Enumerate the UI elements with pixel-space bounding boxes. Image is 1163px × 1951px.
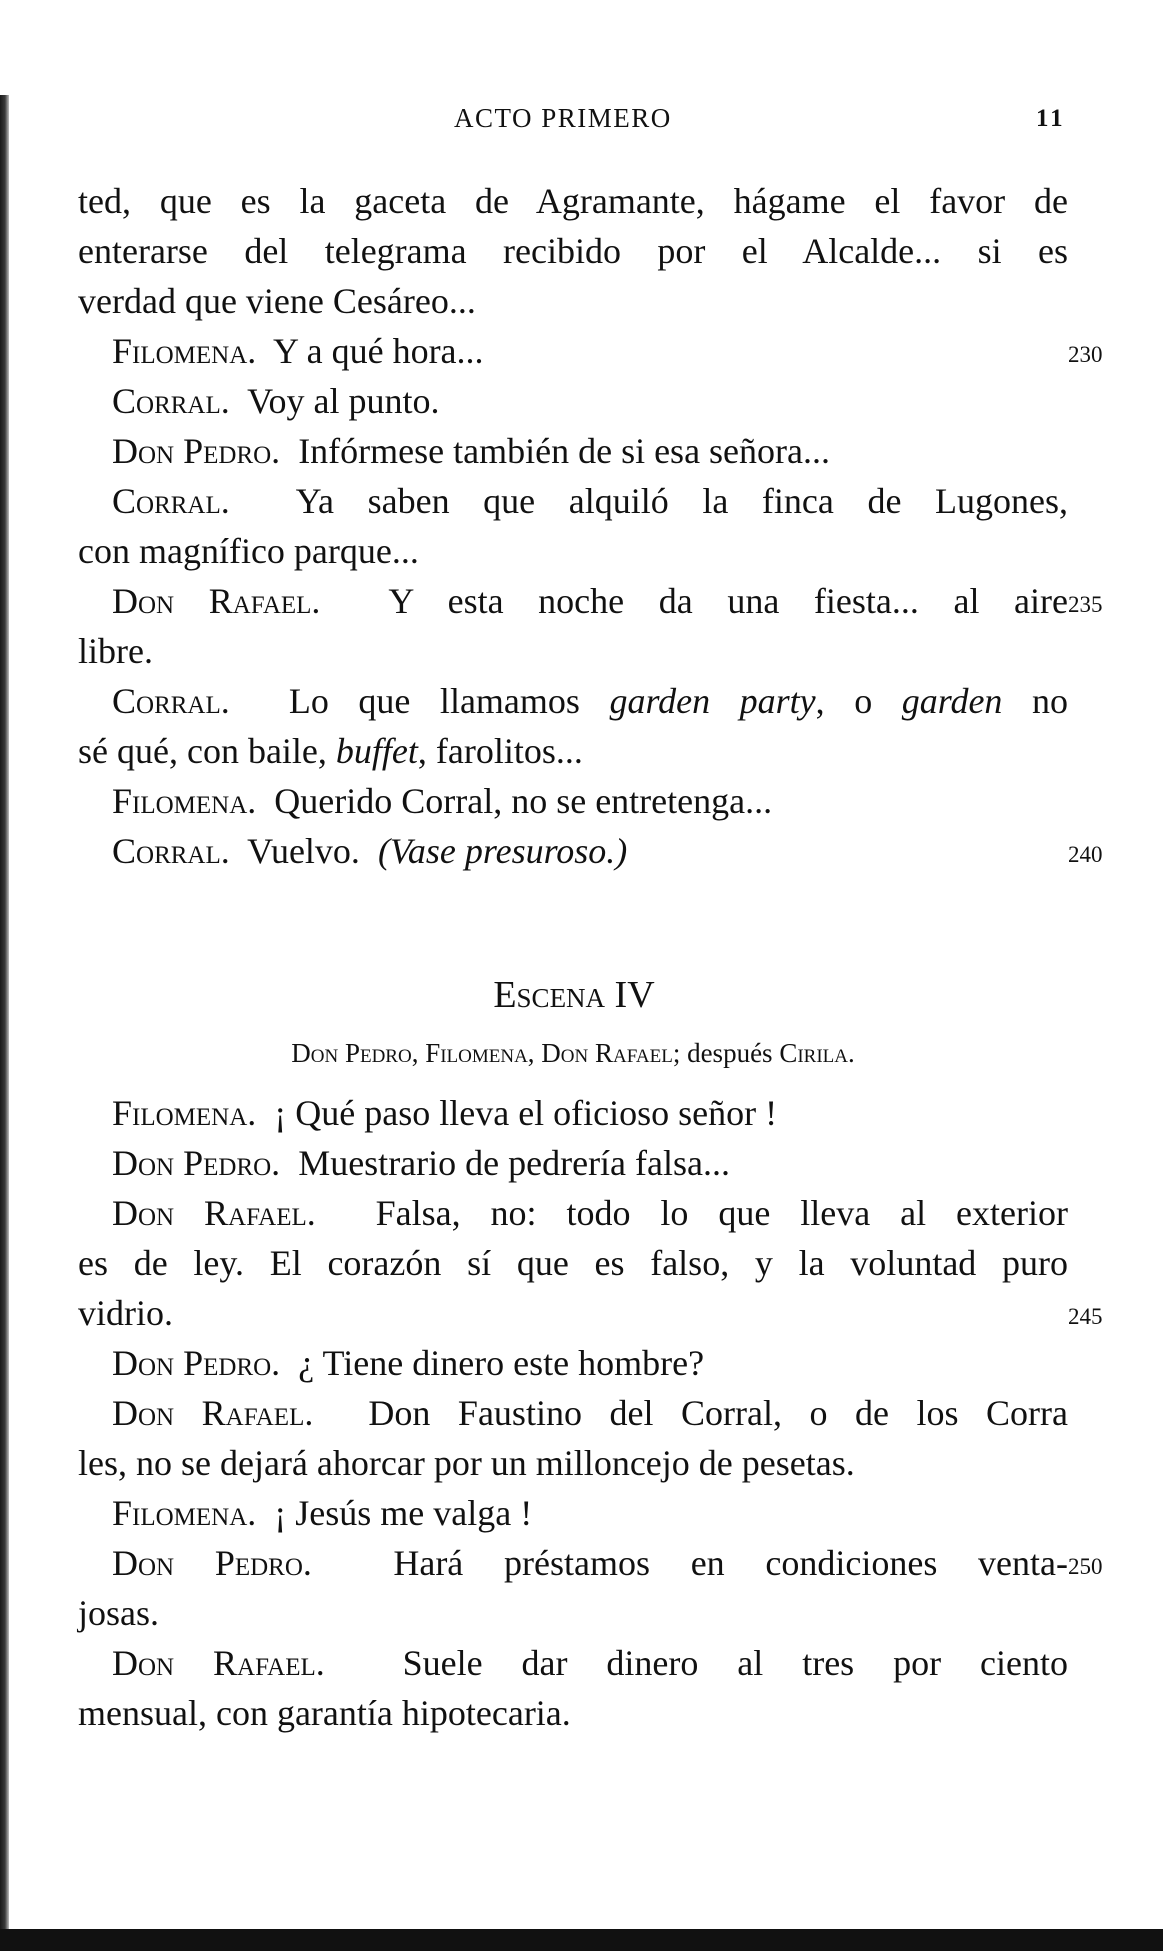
line-text: josas. <box>78 1593 159 1633</box>
speech-line <box>78 576 1103 626</box>
verse-line <box>78 1238 1068 1288</box>
line-number: 240 <box>1068 842 1103 867</box>
scene-title: Escena IV <box>493 974 655 1016</box>
cast-last: Cirila. <box>779 1038 855 1068</box>
line-text: ¿ Tiene dinero este hombre? <box>298 1343 705 1383</box>
line-text: Voy al punto. <box>247 381 440 421</box>
line-text: mensual, con garantía hipotecaria. <box>78 1693 571 1733</box>
line-text: Vuelvo. <box>247 831 360 871</box>
page-bottom-shadow <box>0 1929 1163 1951</box>
speech-line <box>78 326 1103 376</box>
line-text: Don Faustino del Corral, o de los Corra <box>368 1393 1068 1433</box>
line-text: Lo que llamamos <box>288 681 610 721</box>
speech-line <box>78 476 1068 526</box>
speaker-name: Don Pedro. <box>112 1543 312 1583</box>
speaker-name: Don Rafael. <box>112 581 321 621</box>
line-text: Falsa, no: todo lo que lleva al exterior <box>375 1193 1068 1233</box>
speech-line <box>78 1638 1068 1688</box>
speech-line <box>78 1488 1068 1538</box>
line-text: Infórmese también de si esa señora... <box>298 431 830 471</box>
line-text: ¡ Jesús me valga ! <box>274 1493 533 1533</box>
speaker-name: Don Pedro. <box>112 431 281 471</box>
speaker-name: Don Pedro. <box>112 1343 281 1383</box>
line-text: no <box>1002 681 1068 721</box>
speaker-name: Filomena. <box>112 331 257 371</box>
verse-line <box>78 1288 1103 1338</box>
page-number: 11 <box>1036 105 1066 132</box>
speaker-name: Corral. <box>112 831 230 871</box>
verse-line <box>78 1588 1068 1638</box>
speech-line <box>78 776 1068 826</box>
italic-term: buffet <box>335 731 418 771</box>
line-text: Y a qué hora... <box>272 331 484 371</box>
stage-direction: (Vase presuroso.) <box>377 831 628 871</box>
speech-line <box>78 1138 1068 1188</box>
verse-line <box>78 626 1068 676</box>
line-text: Muestrario de pedrería falsa... <box>298 1143 730 1183</box>
scene-cast <box>78 1028 1068 1078</box>
line-text: Ya saben que alquiló la finca de Lugones, <box>295 481 1069 521</box>
running-title: ACTO PRIMERO <box>454 103 672 133</box>
line-text: ¡ Qué paso lleva el oficioso señor ! <box>274 1093 778 1133</box>
line-text: con magnífico parque... <box>78 531 419 571</box>
speaker-name: Corral. <box>112 681 230 721</box>
line-text: , o <box>815 681 902 721</box>
speech-line <box>78 426 1068 476</box>
line-text: es de ley. El corazón sí que es falso, y la voluntad puro <box>78 1243 1068 1283</box>
line-text: les, no se dejará ahorcar por un milloncejo de pesetas. <box>78 1443 855 1483</box>
line-text: libre. <box>78 631 153 671</box>
line-number: 250 <box>1068 1554 1103 1579</box>
line-number: 230 <box>1068 342 1103 367</box>
speech-line <box>78 826 1103 876</box>
line-text: ted, que es la gaceta de Agramante, hágame el favor de <box>78 181 1068 221</box>
speaker-name: Filomena. <box>112 1493 257 1533</box>
speech-line <box>78 1538 1103 1588</box>
line-text: Suele dar dinero al tres por ciento <box>402 1643 1068 1683</box>
speaker-name: Don Pedro. <box>112 1143 281 1183</box>
verse-line <box>78 1688 1068 1738</box>
cast-names: Don Pedro, Filomena, Don Rafael; <box>291 1038 681 1068</box>
line-text: vidrio. <box>78 1293 173 1333</box>
italic-term: garden party <box>609 681 816 721</box>
speaker-name: Don Rafael. <box>112 1643 325 1683</box>
verse-line <box>78 176 1068 226</box>
italic-term: garden <box>901 681 1003 721</box>
speech-line <box>78 1338 1068 1388</box>
line-text: Querido Corral, no se entretenga... <box>274 781 773 821</box>
verse-line <box>78 1438 1068 1488</box>
speaker-name: Corral. <box>112 481 230 521</box>
speech-line <box>78 1088 1068 1138</box>
line-text: Y esta noche da una fiesta... al aire <box>388 581 1069 621</box>
speech-line <box>78 676 1068 726</box>
speaker-name: Filomena. <box>112 1093 257 1133</box>
line-text: Hará préstamos en condiciones venta- <box>393 1543 1068 1583</box>
speaker-name: Don Rafael. <box>112 1193 316 1233</box>
speaker-name: Corral. <box>112 381 230 421</box>
line-text: sé qué, con baile, <box>78 731 336 771</box>
speaker-name: Don Rafael. <box>112 1393 314 1433</box>
speech-line <box>78 376 1068 426</box>
speech-line <box>78 1188 1068 1238</box>
speaker-name: Filomena. <box>112 781 257 821</box>
line-text: verdad que viene Cesáreo... <box>78 281 476 321</box>
scene-break <box>78 876 1068 962</box>
running-header <box>0 103 1163 139</box>
line-text: , farolitos... <box>417 731 583 771</box>
verse-line <box>78 526 1068 576</box>
verse-line <box>78 226 1068 276</box>
page-binding-edge <box>0 95 9 1951</box>
cast-connector: después <box>687 1038 773 1068</box>
line-number: 245 <box>1068 1304 1103 1329</box>
line-number: 235 <box>1068 592 1103 617</box>
speech-line <box>78 1388 1068 1438</box>
verse-line <box>78 276 1068 326</box>
verse-line <box>78 726 1068 776</box>
play-text <box>78 176 1103 1738</box>
line-text: enterarse del telegrama recibido por el Alcalde... si es <box>78 231 1068 271</box>
